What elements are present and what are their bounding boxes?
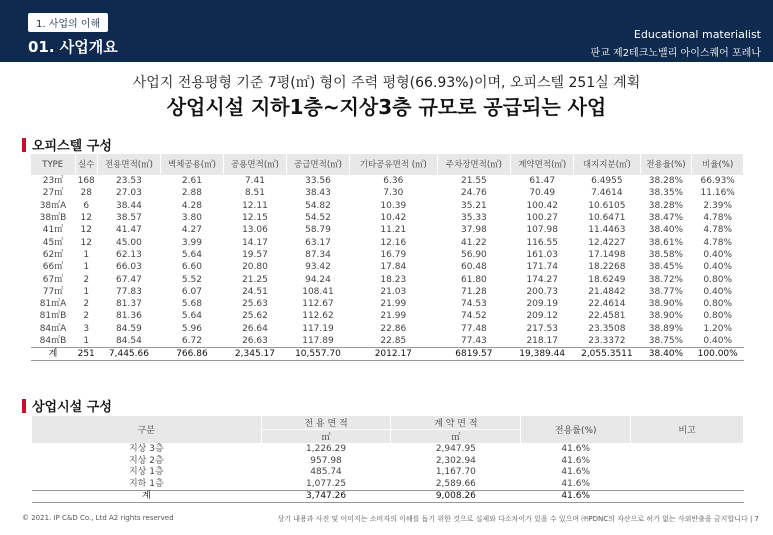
table-cell: 71.28 (461, 286, 487, 297)
table-cell: 5.64 (181, 311, 202, 322)
table-cell: 1 (83, 262, 90, 273)
table-cell: 94.24 (305, 274, 331, 285)
table-cell: 10.39 (380, 200, 407, 211)
table-cell: 61.80 (461, 274, 487, 285)
officetel-col-header: 기타공유면적 (㎡) (349, 154, 437, 175)
table-cell: 38㎡A (39, 200, 67, 211)
table-cell: 21.55 (461, 176, 487, 187)
table-cell: 13.06 (242, 225, 268, 236)
table-cell: 38.75% (648, 335, 684, 346)
table-cell: 11.4463 (588, 225, 626, 236)
table-cell: 38.90% (648, 311, 684, 322)
officetel-col-header: 전용면적(㎡) (97, 154, 160, 175)
table-cell: 117.89 (302, 335, 334, 346)
table-cell: 38.43 (305, 188, 331, 199)
table-cell: 108.41 (302, 286, 334, 297)
table-cell: 1,167.70 (435, 467, 476, 478)
table-cell: 107.98 (526, 225, 558, 236)
commercial-section-label: 상업시설 구성 (32, 400, 112, 415)
table-cell: 7,445.66 (97, 347, 160, 360)
col-contract-area: 계 약 면 적 (391, 416, 521, 430)
table-cell: 4.27 (181, 225, 202, 236)
table-cell: 217.53 (526, 323, 558, 334)
project-name: 판교 제2테크노밸리 아이스퀘어 포레나 (590, 48, 761, 59)
table-cell: 2.61 (181, 176, 202, 187)
table-cell: 21.03 (380, 286, 407, 297)
table-cell: 41.22 (461, 237, 487, 248)
table-cell: 18.6249 (588, 274, 626, 285)
table-cell (631, 444, 744, 456)
table-cell: 100.27 (526, 213, 558, 224)
table-cell: 계 (32, 491, 262, 503)
section-marker (22, 138, 26, 152)
table-cell: 174.27 (526, 274, 558, 285)
table-row (31, 298, 744, 310)
table-row (31, 249, 744, 261)
table-cell: 24.51 (242, 286, 268, 297)
table-cell: 38.47% (648, 213, 684, 224)
table-cell: 21.99 (380, 299, 407, 310)
officetel-section-label: 오피스텔 구성 (32, 139, 112, 154)
table-cell: 27㎡ (42, 188, 64, 199)
table-cell: 38㎡B (39, 213, 67, 224)
table-cell: 218.17 (526, 335, 558, 346)
table-cell: 3 (83, 323, 90, 334)
table-cell: 2 (83, 311, 90, 322)
table-cell: 18.2268 (588, 262, 626, 273)
table-cell: 38.72% (648, 274, 684, 285)
table-cell: 41.6% (561, 455, 590, 466)
table-cell: 2.88 (181, 188, 202, 199)
table-cell: 0.40% (703, 286, 732, 297)
table-cell: 7.4614 (591, 188, 623, 199)
table-cell: 23㎡ (42, 176, 64, 187)
table-cell: 12.4227 (588, 237, 626, 248)
table-cell: 161.03 (526, 249, 558, 260)
table-cell: 58.79 (305, 225, 331, 236)
table-cell: 10.6471 (588, 213, 626, 224)
table-cell: 2.39% (703, 200, 732, 211)
table-cell: 87.34 (305, 249, 331, 260)
table-cell: 11.16% (700, 188, 735, 199)
table-cell: 26.64 (242, 323, 268, 334)
table-cell: 21.99 (380, 311, 407, 322)
table-cell: 61.47 (529, 176, 556, 187)
table-cell: 19,389.44 (511, 347, 574, 360)
table-cell: 60.48 (461, 262, 487, 273)
table-cell: 1 (83, 286, 90, 297)
table-cell: 10,557.70 (286, 347, 349, 360)
table-cell: 41.47 (116, 225, 142, 236)
table-cell: 62.13 (116, 249, 142, 260)
table-cell: 6.72 (181, 335, 202, 346)
table-cell: 9,008.26 (391, 491, 521, 503)
table-cell: 45.00 (116, 237, 142, 248)
table-row (32, 479, 744, 491)
table-cell: 1 (83, 249, 90, 260)
table-cell: 24.76 (461, 188, 487, 199)
table-cell: 81㎡B (39, 311, 67, 322)
table-cell: 19.57 (242, 249, 268, 260)
table-row (31, 261, 744, 273)
summary-line-2: 상업시설 지하1층~지상3층 규모로 공급되는 사업 (166, 95, 607, 119)
officetel-col-header: 계약면적(㎡) (511, 154, 574, 175)
table-cell: 37.98 (461, 225, 487, 236)
table-cell: 22.85 (380, 335, 407, 346)
table-cell: 38.89% (648, 323, 684, 334)
commercial-section-title (22, 396, 112, 415)
table-cell: 1 (83, 335, 90, 346)
table-cell: 67㎡ (42, 274, 64, 285)
table-cell: 0.40% (703, 262, 732, 273)
officetel-section-title (22, 135, 112, 154)
table-cell: 지상 3층 (128, 444, 164, 455)
col-exclusive-area: 전 용 면 적 (261, 416, 391, 430)
table-cell: 62㎡ (42, 249, 64, 260)
table-cell: 12 (80, 225, 92, 236)
table-cell: 209.12 (526, 311, 558, 322)
officetel-header-row (31, 154, 744, 175)
table-cell: 0.40% (703, 249, 732, 260)
table-cell: 6.07 (181, 286, 202, 297)
col-unit: ㎡ (391, 430, 521, 444)
table-cell: 84㎡A (39, 323, 67, 334)
page-title: 01. 사업개요 (28, 38, 118, 56)
table-cell: 200.73 (526, 286, 558, 297)
table-cell: 22.4581 (588, 311, 626, 322)
table-cell: 2012.17 (349, 347, 437, 360)
table-cell: 485.74 (310, 467, 342, 478)
table-cell: 25.63 (242, 299, 268, 310)
table-cell: 5.96 (181, 323, 202, 334)
table-cell: 6.60 (181, 262, 202, 273)
table-cell: 77.48 (461, 323, 487, 334)
table-cell: 지상 2층 (128, 455, 164, 466)
summary-line-1: 사업지 전용평형 기준 7평(㎡) 형이 주력 평형(66.93%)이며, 오피스텔 251실 계획 (132, 75, 641, 91)
table-cell: 2,947.95 (435, 444, 476, 455)
table-cell: 6.4955 (591, 176, 623, 187)
table-cell: 67.47 (116, 274, 142, 285)
table-cell: 38.40% (640, 347, 692, 360)
table-cell: 3,747.26 (261, 491, 391, 503)
table-cell: 2,302.94 (435, 455, 476, 466)
table-cell: 84㎡B (39, 335, 67, 346)
officetel-col-header: 비율(%) (692, 154, 744, 175)
table-cell: 209.19 (526, 299, 558, 310)
table-cell: 38.40% (648, 225, 684, 236)
table-cell: 112.67 (302, 299, 334, 310)
table-cell: 77.83 (116, 286, 142, 297)
table-cell: 0.40% (703, 335, 732, 346)
header-bar (0, 0, 773, 62)
table-cell: 66㎡ (42, 262, 64, 273)
officetel-table (31, 154, 744, 361)
table-cell: 112.62 (302, 311, 334, 322)
table-cell: 6.36 (383, 176, 404, 187)
table-cell: 0.80% (703, 311, 732, 322)
table-cell: 38.35% (648, 188, 684, 199)
table-cell: 41.6% (521, 491, 631, 503)
table-cell: 3.80 (181, 213, 202, 224)
table-cell: 38.45% (648, 262, 684, 273)
table-cell: 56.90 (461, 249, 487, 260)
table-cell: 5.64 (181, 249, 202, 260)
table-cell: 100.42 (526, 200, 558, 211)
table-cell: 23.53 (116, 176, 142, 187)
officetel-col-header: 대지지분(㎡) (574, 154, 640, 175)
commercial-total-row (32, 491, 744, 503)
table-row (31, 212, 744, 224)
table-cell: 38.57 (116, 213, 142, 224)
commercial-table (31, 415, 744, 503)
table-cell: 116.55 (526, 237, 558, 248)
table-cell: 지상 1층 (128, 467, 164, 478)
table-cell: 84.59 (116, 323, 142, 334)
col-ratio: 전용률(%) (521, 416, 631, 444)
table-cell: 17.84 (380, 262, 407, 273)
table-cell: 63.17 (305, 237, 331, 248)
table-cell: 0.80% (703, 274, 732, 285)
table-row (31, 236, 744, 248)
table-cell: 33.56 (305, 176, 331, 187)
table-cell: 1,226.29 (306, 444, 347, 455)
table-row (31, 187, 744, 199)
table-cell: 23.3508 (588, 323, 626, 334)
table-cell: 84.54 (116, 335, 142, 346)
table-row (31, 310, 744, 322)
table-cell: 20.80 (242, 262, 268, 273)
table-cell: 93.42 (305, 262, 331, 273)
table-cell: 계 (31, 347, 75, 360)
table-row (31, 286, 744, 298)
table-cell: 41㎡ (42, 225, 64, 236)
table-cell: 5.52 (181, 274, 202, 285)
table-row (32, 467, 744, 479)
table-cell: 17.1498 (588, 249, 626, 260)
table-cell: 251 (75, 347, 97, 360)
table-cell: 18.23 (380, 274, 407, 285)
table-cell: 38.44 (116, 200, 142, 211)
col-note: 비고 (631, 416, 744, 444)
table-row (32, 444, 744, 456)
table-cell: 168 (77, 176, 95, 187)
table-cell: 54.52 (305, 213, 331, 224)
table-cell: 766.86 (160, 347, 223, 360)
table-cell: 117.19 (302, 323, 334, 334)
edu-label: Educational materialist (633, 28, 761, 41)
officetel-col-header: 공급면적(㎡) (286, 154, 349, 175)
table-cell: 45㎡ (42, 237, 64, 248)
table-cell: 지하 1층 (128, 479, 164, 490)
table-cell: 12 (80, 213, 92, 224)
table-cell: 38.58% (648, 249, 684, 260)
table-cell: 12.16 (380, 237, 407, 248)
table-row (32, 455, 744, 467)
table-cell: 21.4842 (588, 286, 626, 297)
table-row (31, 224, 744, 236)
table-cell: 77.43 (461, 335, 487, 346)
table-cell: 6 (83, 200, 90, 211)
table-cell: 4.78% (703, 213, 732, 224)
table-cell (631, 455, 744, 467)
table-cell: 66.93% (700, 176, 735, 187)
table-cell: 2,345.17 (223, 347, 286, 360)
table-cell: 21.25 (242, 274, 268, 285)
table-cell: 171.74 (526, 262, 558, 273)
table-cell: 957.98 (310, 455, 342, 466)
table-cell: 54.82 (305, 200, 331, 211)
table-cell: 41.6% (561, 479, 590, 490)
table-cell: 81㎡A (39, 299, 67, 310)
table-cell: 1.20% (703, 323, 732, 334)
table-cell: 0.80% (703, 299, 732, 310)
table-row (31, 175, 744, 187)
table-cell: 10.42 (380, 213, 407, 224)
table-cell: 74.53 (461, 299, 487, 310)
table-cell (631, 491, 744, 503)
table-cell: 22.86 (380, 323, 407, 334)
table-cell: 38.61% (648, 237, 684, 248)
table-cell: 28 (80, 188, 92, 199)
col-division: 구분 (32, 416, 262, 444)
officetel-col-header: 실수 (75, 154, 97, 175)
table-cell: 10.6105 (588, 200, 626, 211)
table-cell: 14.17 (242, 237, 268, 248)
table-row (31, 200, 744, 212)
table-cell: 23.3372 (588, 335, 626, 346)
table-cell: 70.49 (529, 188, 556, 199)
table-cell: 77㎡ (42, 286, 64, 297)
officetel-col-header: 벽체공용(㎡) (160, 154, 223, 175)
officetel-col-header: 전용율(%) (640, 154, 692, 175)
table-cell: 16.79 (380, 249, 407, 260)
table-cell (631, 467, 744, 479)
officetel-total-row (31, 347, 744, 360)
table-cell: 35.21 (461, 200, 487, 211)
table-cell: 1,077.25 (306, 479, 347, 490)
table-cell (631, 479, 744, 491)
table-cell: 6819.57 (437, 347, 511, 360)
table-cell: 4.78% (703, 237, 732, 248)
table-cell: 100.00% (692, 347, 744, 360)
table-row (31, 335, 744, 348)
table-cell: 2,589.66 (435, 479, 476, 490)
table-cell: 25.62 (242, 311, 268, 322)
table-cell: 12.15 (242, 213, 268, 224)
copyright: © 2021. IP C&D Co., Ltd A2 rights reserved (22, 514, 174, 522)
table-cell: 26.63 (242, 335, 268, 346)
table-cell: 74.52 (461, 311, 487, 322)
table-cell: 35.33 (461, 213, 487, 224)
table-cell: 27.03 (116, 188, 142, 199)
table-cell: 41.6% (561, 467, 590, 478)
table-cell: 5.68 (181, 299, 202, 310)
table-cell: 81.36 (116, 311, 142, 322)
table-cell: 12.11 (242, 200, 268, 211)
table-cell: 38.28% (648, 176, 684, 187)
disclaimer: 상기 내용과 사진 및 이미지는 소비자의 이해를 돕기 위한 것으로 실제와 다소차이가 있을 수 있으며 ㈜PDNC의 자산으로 허가 없는 사외반출을 금지합니다 | 7 (277, 515, 759, 523)
table-cell: 4.78% (703, 225, 732, 236)
table-cell: 7.30 (383, 188, 404, 199)
table-cell: 7.41 (244, 176, 265, 187)
table-cell: 12 (80, 237, 92, 248)
table-row (31, 273, 744, 285)
table-cell: 8.51 (244, 188, 265, 199)
table-cell: 3.99 (181, 237, 202, 248)
table-cell: 38.77% (648, 286, 684, 297)
table-cell: 81.37 (116, 299, 142, 310)
table-cell: 11.21 (380, 225, 407, 236)
table-cell: 4.28 (181, 200, 202, 211)
table-cell: 2 (83, 274, 90, 285)
table-row (31, 323, 744, 335)
officetel-col-header: 공용면적(㎡) (223, 154, 286, 175)
table-cell: 66.03 (116, 262, 142, 273)
table-cell: 41.6% (561, 444, 590, 455)
col-unit: ㎡ (261, 430, 391, 444)
section-marker (22, 399, 26, 413)
officetel-col-header: TYPE (31, 154, 75, 175)
table-cell: 38.28% (648, 200, 684, 211)
table-cell: 38.90% (648, 299, 684, 310)
table-cell: 2,055.3511 (574, 347, 640, 360)
table-cell: 22.4614 (588, 299, 626, 310)
table-cell: 2 (83, 299, 90, 310)
section-tag: 1. 사업의 이해 (28, 13, 108, 32)
officetel-col-header: 주차장면적(㎡) (437, 154, 511, 175)
